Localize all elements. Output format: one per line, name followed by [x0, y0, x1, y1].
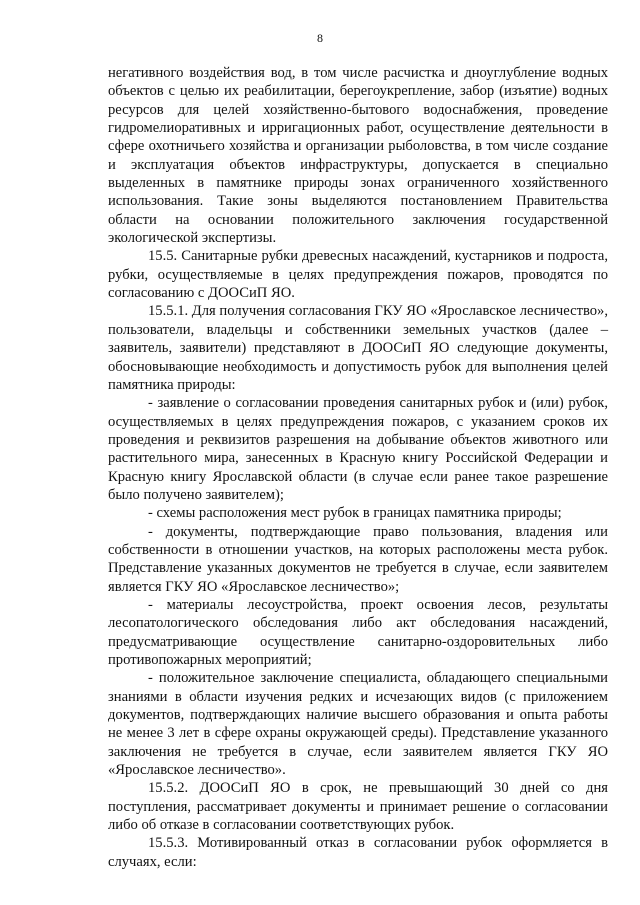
list-item: - заявление о согласовании проведения санитарных рубок и (или) рубок, осуществляемых в целях предупреждения пожаров, с указанием сроков их проведения и реквизитов разрешения на добывание объектов животного или растительного мира, занесенных в Красную книгу Российской Федерации и Красную книгу Ярославской области (в случае если ранее такое разрешение было получено заявителем);	[108, 395, 608, 503]
paragraph: 15.5.1. Для получения согласования ГКУ ЯО «Ярославское лесничество», пользователи, владельцы и собственники земельных участков (далее – заявитель, заявители) представляют в ДООСиП ЯО следующие документы, обосновывающие необходимость и допустимость рубок для выполнения целей памятника природы:	[108, 303, 608, 393]
page-number: 8	[317, 31, 323, 45]
paragraph: 15.5.2. ДООСиП ЯО в срок, не превышающий 30 дней со дня поступления, рассматривает документы и принимает решение о согласовании либо об отказе в согласовании соответствующих рубок.	[108, 780, 608, 834]
paragraph: 15.5. Санитарные рубки древесных насаждений, кустарников и подроста, рубки, осуществляемые в целях предупреждения пожаров, проводятся по согласованию с ДООСиП ЯО.	[108, 248, 608, 302]
list-item: - материалы лесоустройства, проект освоения лесов, результаты лесопатологического обследования либо акт обследования насаждений, предусматривающие осуществление санитарно-оздоровительных либо противопожарных мероприятий;	[108, 596, 608, 668]
document-body	[108, 64, 608, 871]
paragraph: негативного воздействия вод, в том числе расчистка и дноуглубление водных объектов с целью их реабилитации, берегоукрепление, забор (изъятие) водных ресурсов для целей хозяйственно-бытового водоснабжения, проведение гидромелиоративных и ирригационных работ, осуществление деятельности в сфере охотничьего хозяйства и организации рыболовства, в том числе создание и эксплуатация объектов инфраструктуры, допускается в специально выделенных в памятнике природы зонах ограниченного хозяйственного использования. Такие зоны выделяются постановлением Правительства области на основании положительного заключения государственной экологической экспертизы.	[108, 65, 608, 247]
list-item: - документы, подтверждающие право пользования, владения или собственности в отношении участков, на которых расположены места рубок. Представление указанных документов не требуется в случае, если заявителем является ГКУ ЯО «Ярославское лесничество»;	[108, 523, 608, 595]
list-item: - положительное заключение специалиста, обладающего специальными знаниями в области изучения редких и исчезающих видов (с приложением документов, подтверждающих наличие высшего образования и опыта работы не менее 3 лет в сфере охраны окружающей среды). Представление указанного заключения не требуется в случае, если заявителем является ГКУ ЯО «Ярославское лесничество».	[108, 670, 608, 779]
paragraph: 15.5.3. Мотивированный отказ в согласовании рубок оформляется в случаях, если:	[108, 835, 608, 870]
list-item: - схемы расположения мест рубок в границах памятника природы;	[148, 505, 562, 522]
